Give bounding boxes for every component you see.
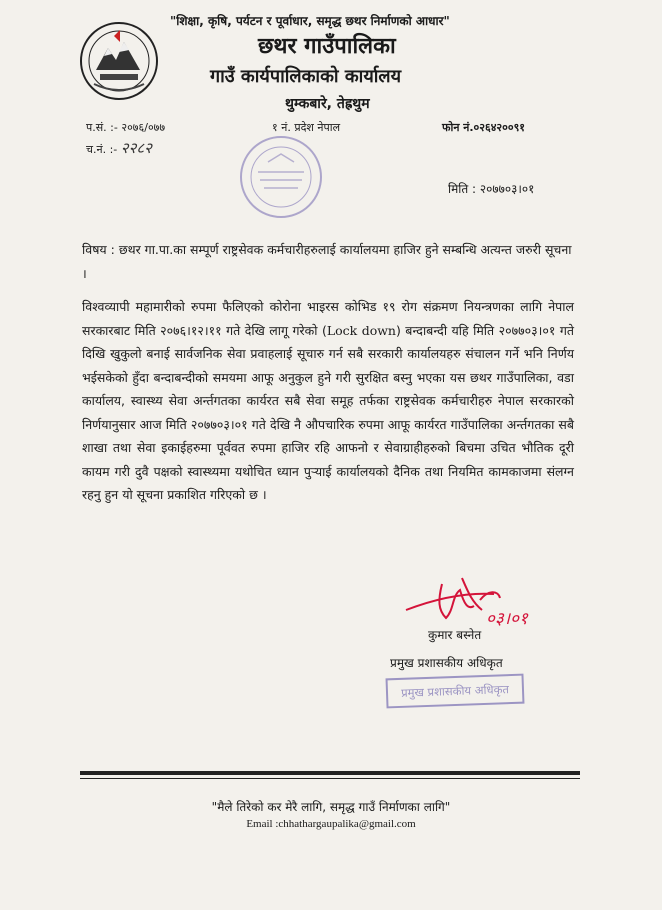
signatory-name: कुमार बस्नेत [428,628,482,642]
signature-date: ०३।०१ [486,609,528,629]
notice-body [82,295,574,507]
lockdown-term: Lock down [326,322,396,338]
office-address: थुम्कबारे, तेह्रथुम [285,96,370,112]
letter-date: मिति : २०७७०३।०१ [448,182,535,196]
patra-sankhya [86,120,165,135]
chalani-value: २२८२ [120,139,152,157]
chalani-number [86,138,152,158]
footer-motto: "मैले तिरेको कर मेरै लागि, समृद्ध गाउँ निर्माणका लागि" [211,800,451,814]
designation-stamp: प्रमुख प्रशासकीय अधिकृत [386,674,525,709]
chalani-label: च.नं. :- [86,143,118,156]
footer-email: Email :chhathargaupalika@gmail.com [246,818,416,830]
patra-label: प.सं. :- [86,121,118,134]
org-name: छथर गाउँपालिका [258,34,396,59]
province-text: १ नं. प्रदेश नेपाल [272,121,341,134]
patra-value: २०७६/०७७ [121,121,166,134]
phone-number: फोन नं.०२६४२००९१ [442,121,526,134]
handwritten-signature [402,570,562,630]
signatory-title: प्रमुख प्रशासकीय अधिकृत [390,656,503,670]
office-name: गाउँ कार्यपालिकाको कार्यालय [210,66,402,87]
body-part-1: विश्वव्यापी महामारीको रुपमा फैलिएको कोरोना भाइरस कोभिड १९ रोग संक्रमण नियन्त्रणका लागि नेपाल सरकारबाट मिति २०७६।१२।११ गते देखि लागू गरेको ( [82,299,574,338]
municipality-emblem [78,20,160,102]
footer-rule-thick [80,771,580,775]
body-part-2: ) बन्दाबन्दी यहि मिति २०७७०३।०१ गते दिखि खुकुलो बनाई सार्वजनिक सेवा प्रवाहलाई सूचारु गर्न सबै सरकारी कार्यालयहरु संचालन गर्ने भनि निर्णय भईसकेको हुँदा बन्दाबन्दीको समयमा आफू अनुकुल हुने गरी सुरक्षित बस्नु भएका यस छथर गाउँपालिका, वडा कार्यालय, स्वास्थ्य सेवा अर्न्तगतका कार्यरत सबै सेवा समूह तर्फका राष्ट्रसेवक कर्मचारीहरु नेपाल सरकारको निर्णयानुसार आज मिति २०७७०३।०१ गते देखि नै औपचारिक रुपमा आफू कार्यरत गाउँपालिका अर्न्तगतका सबै शाखा तथा सेवा इकाईहरुमा पूर्ववत रुपमा हाजिर रहि आफनो र सेवाग्राहीहरुको बिचमा उचित भौतिक दूरी कायम गरी दुवै पक्षको स्वास्थ्यमा यथोचित ध्यान पुऱ्याई कार्यालयको दैनिक तथा नियमित कामकाजमा संलग्न रहनु हुन यो सूचना प्रकाशित गरिएको छ । [82,322,574,502]
footer-rule-thin [80,778,580,779]
header-motto: "शिक्षा, कृषि, पर्यटन र पूर्वाधार, समृद्ध छथर निर्माणको आधार" [170,14,450,28]
subject-line: विषय : छथर गा.पा.का सम्पूर्ण राष्ट्रसेवक कर्मचारीहरुलाई कार्यालयमा हाजिर हुने सम्बन्धि अत्यन्त जरुरी सूचना । [82,242,572,281]
office-seal-stamp [238,134,324,220]
